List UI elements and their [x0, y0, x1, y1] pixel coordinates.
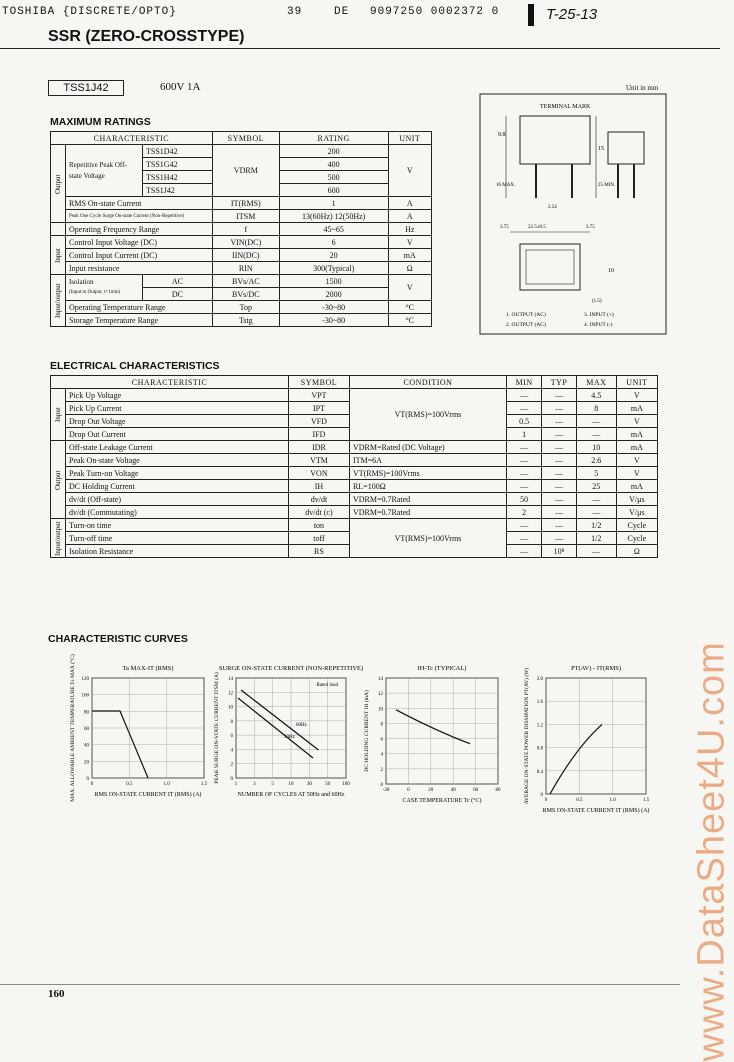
mr-vin-unit: V [388, 236, 431, 249]
c3-ytick: 8 [380, 722, 383, 728]
el-min: — [506, 454, 541, 467]
mr-iso-dc: DC [143, 288, 213, 301]
el-min: — [506, 389, 541, 402]
c3-ytick: 10 [378, 707, 383, 713]
pin-legend-3: 3. INPUT (+) [584, 312, 614, 318]
c1-xtick: 1.0 [163, 782, 170, 787]
el-unit: V [616, 415, 657, 428]
dim-16max: 16 MAX. [496, 183, 516, 188]
el-symbol: RS [288, 545, 349, 558]
pin-legend-4: 4. INPUT (-) [584, 322, 613, 328]
c4-curve [550, 724, 602, 794]
c1-xlabel: RMS ON-STATE CURRENT IT (RMS) (A) [94, 792, 202, 798]
mr-tstg-unit: °C [388, 314, 431, 327]
mr-header-symbol: SYMBOL [212, 132, 279, 145]
c1-ytick: 0 [86, 777, 89, 782]
el-max: 25 [576, 480, 616, 493]
el-typ: — [542, 519, 577, 532]
el-condition: VDRM=0.7Rated [349, 493, 506, 506]
el-condition-shared: VT(RMS)=100Vrms [349, 389, 506, 441]
el-header-unit: UNIT [616, 376, 657, 389]
c4-ytick: 1.6 [536, 700, 543, 706]
el-min: 2 [506, 506, 541, 519]
el-typ: — [542, 493, 577, 506]
curves-heading: CHARACTERISTIC CURVES [48, 633, 188, 645]
mr-vin-symbol: VIN(DC) [212, 236, 279, 249]
c2-ytick: 8 [230, 719, 233, 725]
el-symbol: dv/dt (c) [288, 506, 349, 519]
el-char: Peak On-state Voltage [66, 454, 289, 467]
mr-model-j: TSS1J42 [143, 184, 213, 197]
el-max: — [576, 428, 616, 441]
mr-iso-ac: AC [143, 275, 213, 288]
curves-figure [56, 648, 706, 868]
mr-group-input: Input [51, 236, 66, 275]
el-min: — [506, 402, 541, 415]
mr-rms-value: 1 [279, 197, 388, 210]
el-min: — [506, 480, 541, 493]
el-unit: V/μs [616, 506, 657, 519]
el-typ: — [542, 467, 577, 480]
c3-xtick: 20 [428, 788, 434, 793]
el-typ: — [542, 506, 577, 519]
mr-model-h: TSS1H42 [143, 171, 213, 184]
c4-plot-frame [546, 678, 646, 794]
mr-freq-symbol: f [212, 223, 279, 236]
c1-ytick: 80 [84, 710, 89, 716]
c4-xtick: 1.5 [642, 798, 650, 803]
package-frame [480, 94, 666, 334]
table-row [51, 493, 658, 506]
mr-rep-value: 200 [279, 145, 388, 158]
table-row [51, 454, 658, 467]
dim-2-54: 2.54 [548, 205, 557, 210]
el-max: — [576, 415, 616, 428]
el-condition: VDRM=Rated (DC Voltage) [349, 441, 506, 454]
el-condition: ITM=6A [349, 454, 506, 467]
c1-xtick: 1.5 [200, 782, 208, 787]
code-3: 9097250 0002372 0 [370, 6, 500, 18]
mr-iso-sub: (Input to Output, t=1min) [69, 290, 121, 295]
c1-xtick: 0 [90, 782, 94, 787]
code-4: T-25-13 [546, 6, 598, 23]
c2-xtick: 50 [325, 782, 331, 787]
mr-header-rating: RATING [279, 132, 388, 145]
mr-rms-symbol: IT(RMS) [212, 197, 279, 210]
package-side [608, 132, 644, 164]
c1-ytick: 20 [84, 760, 89, 766]
table-row [51, 506, 658, 519]
mr-top-unit: °C [388, 301, 431, 314]
table-row [51, 441, 658, 454]
el-unit: mA [616, 402, 657, 415]
mr-freq-label: Operating Frequency Range [66, 223, 213, 236]
mr-header-unit: UNIT [388, 132, 431, 145]
c3-plot-frame [386, 678, 498, 784]
el-max: 4.5 [576, 389, 616, 402]
c2-ytick: 0 [230, 777, 233, 782]
c1-ytick: 40 [84, 743, 89, 749]
el-char: DC Holding Current [66, 480, 289, 493]
el-symbol: IPT [288, 402, 349, 415]
c2-xtick: 1 [234, 782, 238, 787]
el-symbol: ton [288, 519, 349, 532]
c1-xtick: 0.5 [126, 782, 133, 787]
mr-surge-label: Peak One Cycle Surge On-state Current (Non-Repetitive) [66, 210, 213, 223]
el-typ: — [542, 389, 577, 402]
mr-iin-label: Control Input Current (DC) [66, 249, 213, 262]
terminal-mark: TERMINAL MARK [540, 104, 591, 110]
c4-ytick: 2.0 [536, 677, 543, 682]
mr-iin-value: 20 [279, 249, 388, 262]
mr-group-io: Input/output [51, 275, 66, 327]
package-drawing [480, 94, 666, 334]
mr-rin-symbol: RIN [212, 262, 279, 275]
c3-ytick: 4 [380, 752, 383, 758]
dim-10: 10 [608, 268, 614, 274]
el-char: dv/dt (Off-state) [66, 493, 289, 506]
page-title: SSR (ZERO-CROSSTYPE) [48, 28, 245, 45]
mr-surge-symbol: ITSM [212, 210, 279, 223]
table-row [51, 389, 658, 402]
part-rating: 600V 1A [160, 81, 201, 93]
mr-freq-unit: Hz [388, 223, 431, 236]
package-top-inner [526, 250, 574, 284]
electrical-heading: ELECTRICAL CHARACTERISTICS [50, 360, 220, 372]
c4-ytick: 0 [540, 793, 543, 798]
c3-xtick: -20 [382, 788, 390, 793]
c3-xtick: 60 [473, 788, 479, 793]
c2-ytick: 12 [228, 691, 233, 697]
mr-iin-symbol: IIN(DC) [212, 249, 279, 262]
el-min: — [506, 519, 541, 532]
c2-title: SURGE ON-STATE CURRENT (NON-REPETITIVE) [218, 665, 364, 672]
c2-xtick: 10 [288, 782, 294, 787]
el-symbol: VPT [288, 389, 349, 402]
mr-header-char: CHARACTERISTIC [51, 132, 213, 145]
c1-ytick: 60 [84, 727, 89, 732]
el-char: Drop Out Current [66, 428, 289, 441]
c2-ytick: 4 [230, 748, 233, 754]
c4-xtick: 0 [544, 798, 548, 803]
c4-ytick: 0.8 [536, 746, 543, 752]
c4-ytick: 0.4 [536, 769, 543, 775]
el-min: — [506, 545, 541, 558]
dim-9-8: 9.8 [498, 132, 506, 138]
c4-xlabel: RMS ON-STATE CURRENT IT (RMS) (A) [542, 808, 650, 814]
c3-ylabel: DC HOLDING CURRENT IH (mA) [364, 690, 370, 772]
mr-model-d: TSS1D42 [143, 145, 213, 158]
footer-rule [0, 984, 680, 985]
el-char: Peak Turn-on Voltage [66, 467, 289, 480]
el-condition-shared: VT(RMS)=100Vrms [349, 519, 506, 558]
c3-ytick: 0 [380, 783, 383, 788]
mr-group-output: Output [51, 145, 66, 223]
el-min: 0.5 [506, 415, 541, 428]
c3-ytick: 2 [380, 767, 383, 773]
mr-iso-unit: V [388, 275, 431, 301]
el-symbol: VTM [288, 454, 349, 467]
c2-note: Rated load [316, 683, 338, 688]
mr-iso-ac-symbol: BVs/AC [212, 275, 279, 288]
c1-title: Ta MAX-IT (RMS) [122, 665, 174, 672]
el-unit: V [616, 389, 657, 402]
el-symbol: IFD [288, 428, 349, 441]
el-min: — [506, 467, 541, 480]
el-group-io: Input/output [51, 519, 66, 558]
mr-rin-unit: Ω [388, 262, 431, 275]
el-unit: mA [616, 441, 657, 454]
title-rule [0, 48, 720, 49]
dim-3-75b: 3.75 [586, 225, 595, 230]
c2-label-60hz: 60Hz [296, 723, 307, 728]
c4-ytick: 1.2 [536, 723, 543, 729]
header-bar [528, 4, 534, 26]
el-unit: V [616, 467, 657, 480]
el-char: Isolation Resistance [66, 545, 289, 558]
mr-rep-value: 400 [279, 158, 388, 171]
max-ratings-table [50, 131, 432, 327]
el-min: 1 [506, 428, 541, 441]
el-header-symbol: SYMBOL [288, 376, 349, 389]
mr-rin-value: 300(Typical) [279, 262, 388, 275]
el-unit: V [616, 454, 657, 467]
dim-1-5: (1.5) [592, 299, 602, 304]
el-group-output: Output [51, 441, 66, 519]
el-symbol: IDR [288, 441, 349, 454]
c3-xtick: 40 [450, 788, 456, 793]
el-char: Turn-on time [66, 519, 289, 532]
mr-tstg-value: -30~80 [279, 314, 388, 327]
el-char: dv/dt (Commutating) [66, 506, 289, 519]
mr-vin-label: Control Input Voltage (DC) [66, 236, 213, 249]
c2-ytick: 2 [230, 762, 233, 768]
code-1: 39 [287, 6, 303, 18]
mr-iso-label [66, 275, 143, 301]
mr-top-label: Operating Temperature Range [66, 301, 213, 314]
el-max: — [576, 493, 616, 506]
el-header-condition: CONDITION [349, 376, 506, 389]
el-max: 10 [576, 441, 616, 454]
mr-rms-unit: A [388, 197, 431, 210]
el-unit: mA [616, 480, 657, 493]
el-symbol: VON [288, 467, 349, 480]
el-max: 1/2 [576, 519, 616, 532]
el-condition: VDRM=0.7Rated [349, 506, 506, 519]
el-min: — [506, 532, 541, 545]
c2-xtick: 3 [253, 782, 256, 787]
el-typ: — [542, 402, 577, 415]
unit-note: Unit in mm [626, 84, 659, 92]
c3-xtick: 80 [495, 788, 501, 793]
mr-top-symbol: Top [212, 301, 279, 314]
c2-xtick: 30 [306, 782, 312, 787]
el-char: Drop Out Voltage [66, 415, 289, 428]
mr-model-g: TSS1G42 [143, 158, 213, 171]
package-body [520, 116, 590, 164]
c4-xtick: 1.0 [609, 798, 616, 803]
el-char: Turn-off time [66, 532, 289, 545]
el-min: 50 [506, 493, 541, 506]
dim-3-75: 3.75 [500, 225, 509, 230]
watermark: www.DataSheet4U.com [690, 641, 733, 1062]
c3-xlabel: CASE TEMPERATURE Tc (°C) [402, 798, 482, 804]
c1-ytick: 120 [81, 677, 89, 682]
mr-tstg-label: Storage Temperature Range [66, 314, 213, 327]
c2-label-50hz: 50Hz [284, 735, 295, 740]
mr-rep-value: 500 [279, 171, 388, 184]
part-number: TSS1J42 [48, 80, 124, 96]
el-unit: mA [616, 428, 657, 441]
el-symbol: IH [288, 480, 349, 493]
el-unit: V/μs [616, 493, 657, 506]
c3-ytick: 14 [378, 677, 383, 682]
pin-legend-2: 2. OUTPUT (AC) [506, 322, 546, 328]
el-max: 5 [576, 467, 616, 480]
el-max: — [576, 545, 616, 558]
mr-iso-dc-symbol: BVs/DC [212, 288, 279, 301]
c2-xlabel: NUMBER OF CYCLES AT 50Hz and 60Hz [237, 792, 345, 798]
c3-title: IH-Tc (TYPICAL) [417, 665, 467, 672]
table-row [51, 480, 658, 493]
el-char: Pick Up Voltage [66, 389, 289, 402]
mr-rep-value: 600 [279, 184, 388, 197]
el-condition: RL=100Ω [349, 480, 506, 493]
el-min: — [506, 441, 541, 454]
el-header-max: MAX [576, 376, 616, 389]
c2-ytick: 6 [230, 734, 233, 740]
table-row [51, 467, 658, 480]
el-typ: — [542, 428, 577, 441]
dim-15: 15 [598, 146, 604, 152]
el-max: 8 [576, 402, 616, 415]
mr-tstg-symbol: Tstg [212, 314, 279, 327]
dim-22-5: 22.5±0.5 [528, 225, 546, 230]
el-typ: — [542, 441, 577, 454]
mr-surge-unit: A [388, 210, 431, 223]
c2-curve-60hz [241, 690, 319, 750]
el-unit: Cycle [616, 519, 657, 532]
el-header-char: CHARACTERISTIC [51, 376, 289, 389]
max-ratings-heading: MAXIMUM RATINGS [50, 116, 151, 128]
dim-25min: 25 MIN. [598, 183, 616, 188]
el-char: Off-state Leakage Current [66, 441, 289, 454]
page-number: 160 [48, 988, 65, 1000]
mr-rms-label: RMS On-state Current [66, 197, 213, 210]
el-symbol: dv/dt [288, 493, 349, 506]
el-max: 2.6 [576, 454, 616, 467]
mr-rep-symbol: VDRM [212, 145, 279, 197]
mr-iso-dc-value: 2000 [279, 288, 388, 301]
el-typ: — [542, 415, 577, 428]
el-header-typ: TYP [542, 376, 577, 389]
mr-iin-unit: mA [388, 249, 431, 262]
el-typ: — [542, 532, 577, 545]
c2-xtick: 5 [271, 782, 274, 787]
electrical-table [50, 375, 658, 558]
el-max: 1/2 [576, 532, 616, 545]
el-typ: 10⁸ [542, 545, 577, 558]
c1-ytick: 100 [81, 693, 89, 699]
c2-ytick: 10 [228, 705, 233, 711]
el-unit: Ω [616, 545, 657, 558]
el-typ: — [542, 480, 577, 493]
mr-vin-value: 6 [279, 236, 388, 249]
c1-ylabel: MAX. ALLOWABLE AMBIENT TEMPERATURE Ta MAX (°C) [70, 654, 76, 802]
c4-title: PT(AV) - IT(RMS) [570, 665, 622, 672]
mr-top-value: -30~80 [279, 301, 388, 314]
pin-legend-1: 1. OUTPUT (AC) [506, 312, 546, 318]
mr-rep-unit: V [388, 145, 431, 197]
el-char: Pick Up Current [66, 402, 289, 415]
c3-xtick: 0 [407, 788, 410, 793]
el-symbol: VFD [288, 415, 349, 428]
mr-iso-ac-value: 1500 [279, 275, 388, 288]
maker-label: TOSHIBA {DISCRETE/OPTO} [2, 6, 177, 18]
el-header-min: MIN [506, 376, 541, 389]
package-top-view [520, 244, 580, 290]
mr-iso-title: Isolation [69, 278, 94, 286]
code-2: DE [334, 6, 350, 18]
c4-xtick: 0.5 [576, 798, 583, 803]
el-condition: VT(RMS)=100Vrms [349, 467, 506, 480]
c2-ylabel: PEAK SURGE ON-STATE CURRENT ITSM (A) [214, 672, 220, 784]
c4-ylabel: AVERAGE ON-STATE POWER DISSIPATION PT(AV) (W) [524, 667, 530, 805]
mr-surge-value: 13(60Hz) 12(50Hz) [279, 210, 388, 223]
el-symbol: toff [288, 532, 349, 545]
c3-ytick: 6 [380, 737, 383, 743]
mr-freq-value: 45~65 [279, 223, 388, 236]
c2-xtick: 100 [342, 782, 350, 787]
c2-ytick: 14 [228, 677, 233, 682]
el-unit: Cycle [616, 532, 657, 545]
mr-rin-label: Input resistance [66, 262, 213, 275]
c2-curve-50hz [238, 698, 313, 758]
el-typ: — [542, 454, 577, 467]
mr-rep-label: Repetitive Peak Off-state Voltage [66, 145, 143, 197]
el-max: — [576, 506, 616, 519]
table-row [51, 519, 658, 532]
c3-ytick: 12 [378, 692, 383, 698]
el-group-input: Input [51, 389, 66, 441]
